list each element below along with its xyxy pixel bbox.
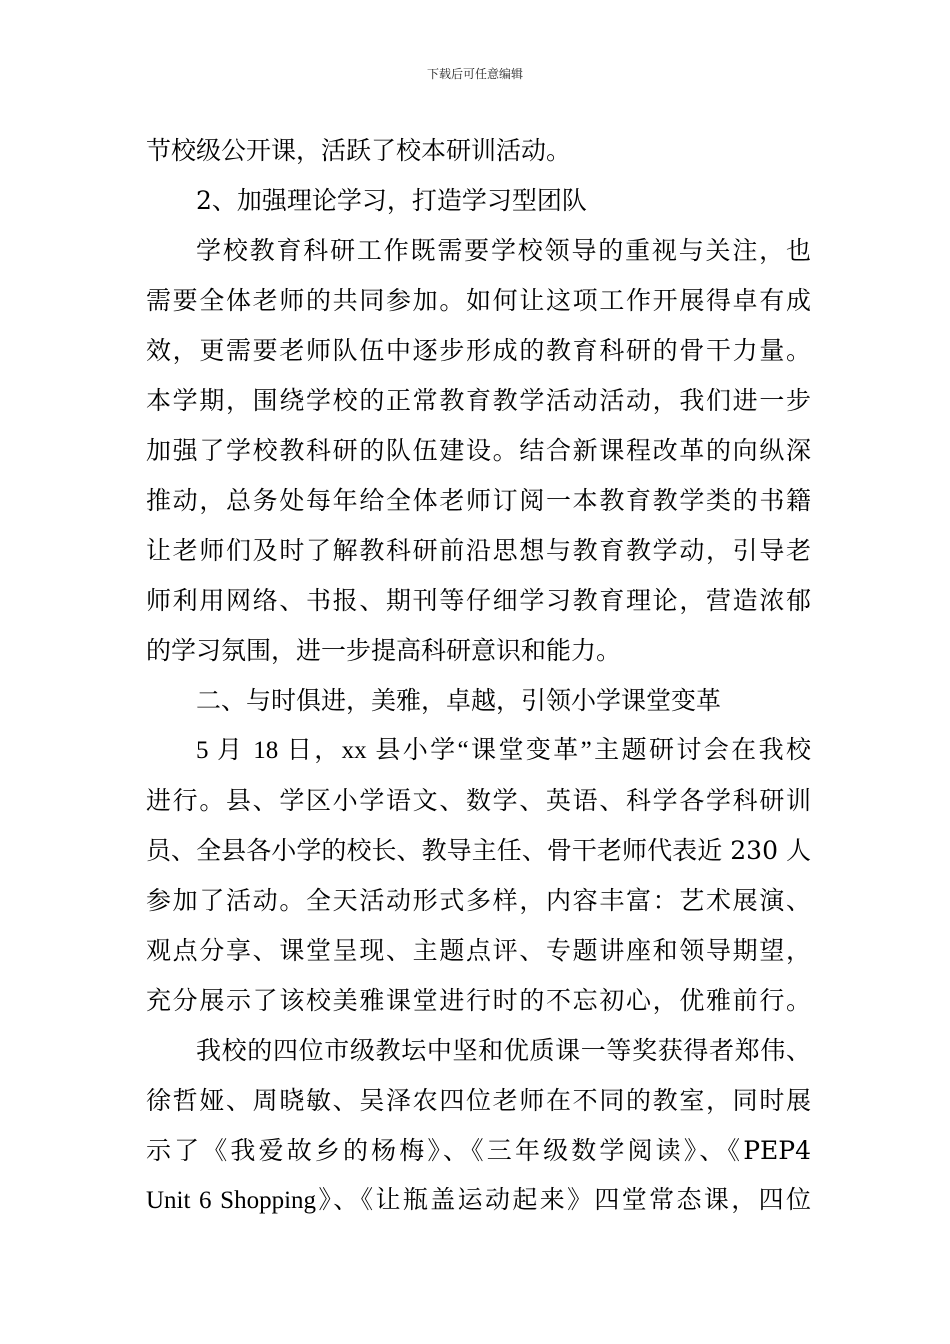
text-line: Unit 6 Shopping》、《让瓶盖运动起来》四堂常态课，四位 (146, 1187, 811, 1214)
text-line: 的学习氛围，进一步提高科研意识和能力。 (146, 636, 622, 665)
text-line: 员、全县各小学的校长、教导主任、骨干老师代表近 230 人 (146, 836, 811, 865)
text-line: 本学期，围绕学校的正常教育教学活动活动，我们进一步 (146, 386, 811, 415)
text-line: 需要全体老师的共同参加。如何让这项工作开展得卓有成 (146, 286, 811, 315)
text-line: 效，更需要老师队伍中逐步形成的教育科研的骨干力量。 (146, 336, 811, 365)
text-line: 节校级公开课，活跃了校本研训活动。 (146, 136, 572, 165)
section-heading: 二、与时俱进，美雅，卓越，引领小学课堂变革 (196, 686, 722, 715)
text-line: 参加了活动。全天活动形式多样，内容丰富：艺术展演、 (146, 886, 811, 915)
text-line: 徐哲娅、周晓敏、吴泽农四位老师在不同的教室，同时展 (146, 1086, 811, 1115)
document-body (146, 126, 811, 1226)
page-header: 下载后可任意编辑 (426, 67, 523, 81)
text-line: 示了《我爱故乡的杨梅》、《三年级数学阅读》、《PEP4 (146, 1136, 811, 1165)
text-line: 充分展示了该校美雅课堂进行时的不忘初心，优雅前行。 (146, 986, 811, 1015)
text-line: 进行。县、学区小学语文、数学、英语、科学各学科研训 (146, 786, 811, 815)
text-line: 加强了学校教科研的队伍建设。结合新课程改革的向纵深 (146, 436, 811, 465)
text-line: 推动，总务处每年给全体老师订阅一本教育教学类的书籍 (146, 486, 811, 515)
text-line: 5 月 18 日，xx 县小学“课堂变革”主题研讨会在我校 (196, 737, 811, 764)
text-line: 我校的四位市级教坛中坚和优质课一等奖获得者郑伟、 (196, 1036, 811, 1065)
text-line: 师利用网络、书报、期刊等仔细学习教育理论，营造浓郁 (146, 586, 811, 615)
text-line: 2、加强理论学习，打造学习型团队 (196, 186, 587, 215)
text-line: 学校教育科研工作既需要学校领导的重视与关注，也 (196, 236, 811, 265)
text-line: 观点分享、课堂呈现、主题点评、专题讲座和领导期望， (146, 936, 811, 965)
text-line: 让老师们及时了解教科研前沿思想与教育教学动，引导老 (146, 536, 811, 565)
